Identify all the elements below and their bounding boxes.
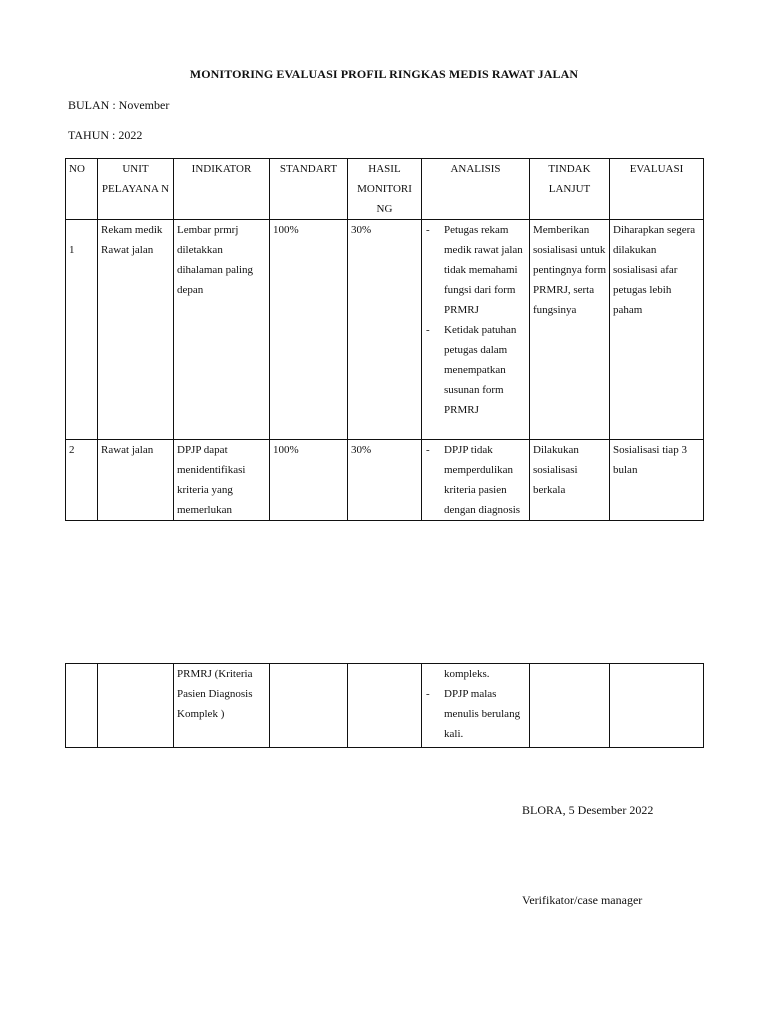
cell-hasil: 30%: [348, 220, 422, 440]
header-tindak-lanjut: TINDAK LANJUT: [530, 159, 610, 220]
month-label: BULAN : November: [68, 98, 170, 112]
cell-unit: Rekam medik Rawat jalan: [98, 220, 174, 440]
monitoring-table: [65, 158, 704, 521]
cell-no: [66, 664, 98, 748]
cell-no: 1: [66, 220, 98, 440]
cell-hasil: [348, 664, 422, 748]
table-row: [66, 664, 704, 748]
cell-analisis: [422, 220, 530, 440]
table-row: [66, 440, 704, 521]
header-indikator: INDIKATOR: [174, 159, 270, 220]
cell-standart: 100%: [270, 220, 348, 440]
cell-evaluasi: [610, 664, 704, 748]
cell-indikator: Lembar prmrj diletakkan dihalaman paling depan: [174, 220, 270, 440]
table-row: [66, 220, 704, 440]
analisis-item: - Petugas rekam medik rawat jalan tidak memahami fungsi dari form PRMRJ: [425, 220, 526, 320]
signatory-role: Verifikator/case manager: [522, 893, 643, 907]
analisis-item: - Ketidak patuhan petugas dalam menempatkan susunan form PRMRJ: [425, 320, 526, 420]
cell-no: 2: [66, 440, 98, 521]
header-no: NO: [66, 159, 98, 220]
cell-evaluasi: Diharapkan segera dilakukan sosialisasi afar petugas lebih paham: [610, 220, 704, 440]
year-label: TAHUN : 2022: [68, 128, 143, 142]
header-unit: UNIT PELAYANA N: [98, 159, 174, 220]
cell-indikator: PRMRJ (Kriteria Pasien Diagnosis Komplek ): [174, 664, 270, 748]
place-date: BLORA, 5 Desember 2022: [522, 803, 654, 817]
cell-evaluasi: Sosialisasi tiap 3 bulan: [610, 440, 704, 521]
header-standart: STANDART: [270, 159, 348, 220]
cell-hasil: 30%: [348, 440, 422, 521]
cell-tindak-lanjut: Dilakukan sosialisasi berkala: [530, 440, 610, 521]
cell-tindak-lanjut: [530, 664, 610, 748]
cell-unit: Rawat jalan: [98, 440, 174, 521]
table-header-row: [66, 159, 704, 220]
cell-analisis: [422, 664, 530, 748]
header-hasil: HASIL MONITORI NG: [348, 159, 422, 220]
header-analisis: ANALISIS: [422, 159, 530, 220]
cell-standart: 100%: [270, 440, 348, 521]
analisis-item: - DPJP malas menulis berulang kali.: [425, 684, 526, 744]
cell-analisis: [422, 440, 530, 521]
continuation-table: [65, 663, 704, 748]
cell-unit: [98, 664, 174, 748]
cell-tindak-lanjut: Memberikan sosialisasi untuk pentingnya form PRMRJ, serta fungsinya: [530, 220, 610, 440]
analisis-continuation: kompleks.: [444, 668, 490, 680]
document-title: MONITORING EVALUASI PROFIL RINGKAS MEDIS RAWAT JALAN: [189, 67, 579, 81]
cell-indikator: DPJP dapat menidentifikasi kriteria yang memerlukan: [174, 440, 270, 521]
cell-standart: [270, 664, 348, 748]
header-evaluasi: EVALUASI: [610, 159, 704, 220]
analisis-item: - DPJP tidak memperdulikan kriteria pasien dengan diagnosis: [425, 440, 526, 520]
